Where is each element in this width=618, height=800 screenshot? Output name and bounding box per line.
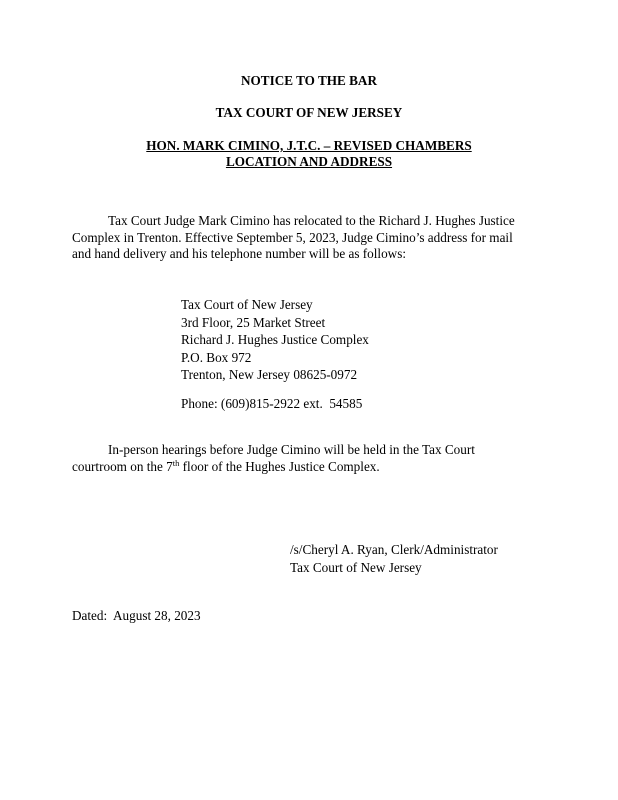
ordinal-suffix: th xyxy=(172,457,180,468)
paragraph-line: Tax Court Judge Mark Cimino has relocated to the Richard J. Hughes Justice xyxy=(108,213,515,228)
address-line: 3rd Floor, 25 Market Street xyxy=(181,314,326,330)
subject-line-1: HON. MARK CIMINO, J.T.C. – REVISED CHAMBERS xyxy=(146,138,472,153)
court-name: TAX COURT OF NEW JERSEY xyxy=(215,105,403,120)
signature-title: Tax Court of New Jersey xyxy=(290,559,422,575)
address-line: Trenton, New Jersey 08625-0972 xyxy=(181,367,358,382)
mailing-address-block xyxy=(181,296,369,384)
paragraph-text: floor of the Hughes Justice Complex. xyxy=(179,458,380,474)
relocation-paragraph xyxy=(72,213,552,263)
paragraph-text: courtroom on the 7 xyxy=(72,458,173,474)
hearings-paragraph xyxy=(72,442,552,475)
paragraph-line xyxy=(72,459,552,476)
phone-number: Phone: (609)815-2922 ext. 54585 xyxy=(181,396,363,411)
dated-line: Dated: August 28, 2023 xyxy=(72,608,201,623)
paragraph-line: Complex in Trenton. Effective September 5, 2023, Judge Cimino’s address for mail xyxy=(72,229,513,245)
notice-title: NOTICE TO THE BAR xyxy=(241,73,377,88)
signature-block xyxy=(290,541,498,576)
subject-line-2: LOCATION AND ADDRESS xyxy=(225,154,393,169)
address-line: Richard J. Hughes Justice Complex xyxy=(181,332,369,347)
subject-heading xyxy=(0,138,618,170)
paragraph-line: and hand delivery and his telephone number will be as follows: xyxy=(72,246,407,261)
paragraph-line: In-person hearings before Judge Cimino will be held in the Tax Court xyxy=(108,442,475,457)
address-line: Tax Court of New Jersey xyxy=(181,297,313,312)
address-line: P.O. Box 972 xyxy=(181,349,252,365)
signature-line: /s/Cheryl A. Ryan, Clerk/Administrator xyxy=(290,542,498,557)
